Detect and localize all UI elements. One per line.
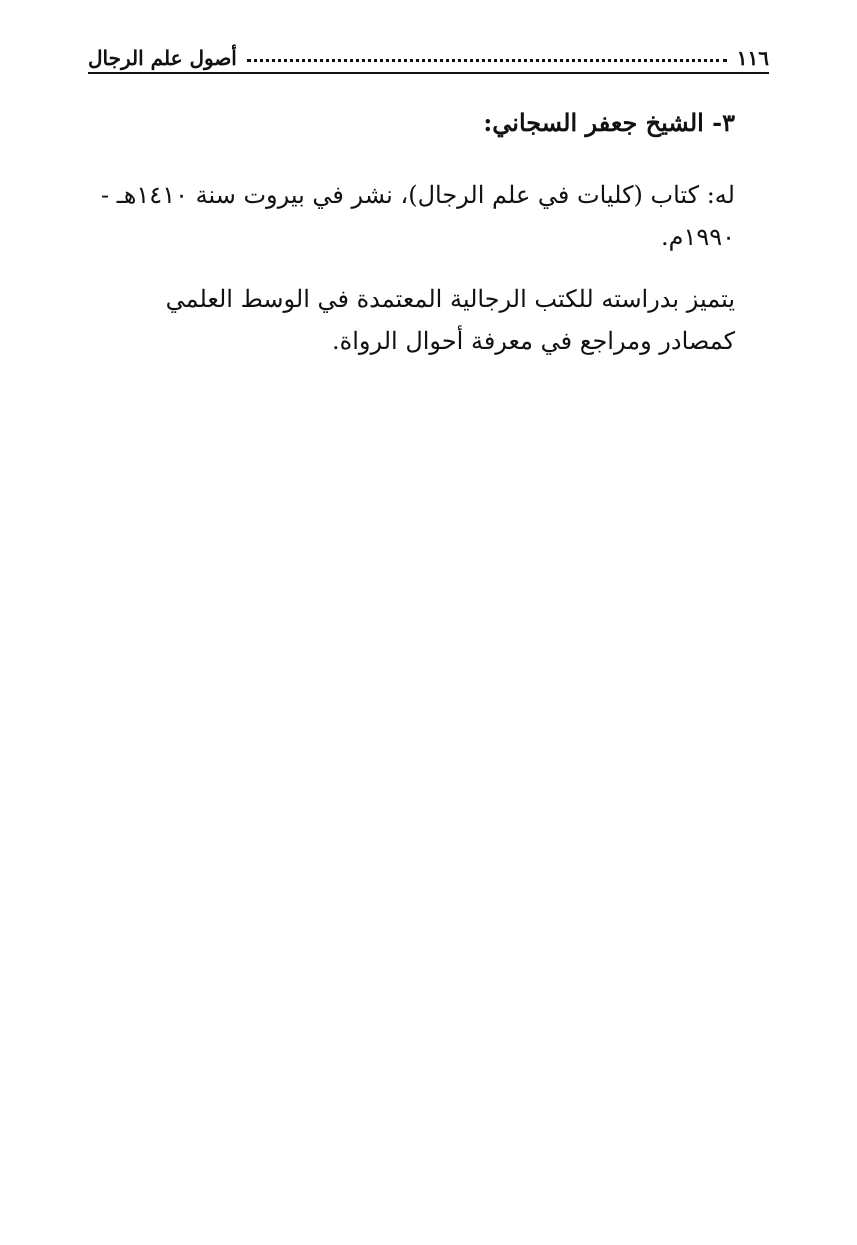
paragraph-description: يتميز بدراسته للكتب الرجالية المعتمدة في الوسط العلمي كمصادر ومراجع في معرفة أحوال الرواة. [165, 285, 735, 355]
page-content [88, 102, 769, 382]
header-rule [88, 72, 769, 74]
running-title: أصول علم الرجال [88, 46, 237, 70]
leader-dots [247, 59, 727, 62]
page-number: ١١٦ [736, 46, 769, 70]
section-heading: ٣- الشيخ جعفر السجاني: [483, 108, 735, 137]
page-header [88, 38, 769, 72]
paragraph-book-info: له: كتاب (كليات في علم الرجال)، نشر في بيروت سنة ١٤١٠هـ - ١٩٩٠م. [100, 181, 735, 251]
